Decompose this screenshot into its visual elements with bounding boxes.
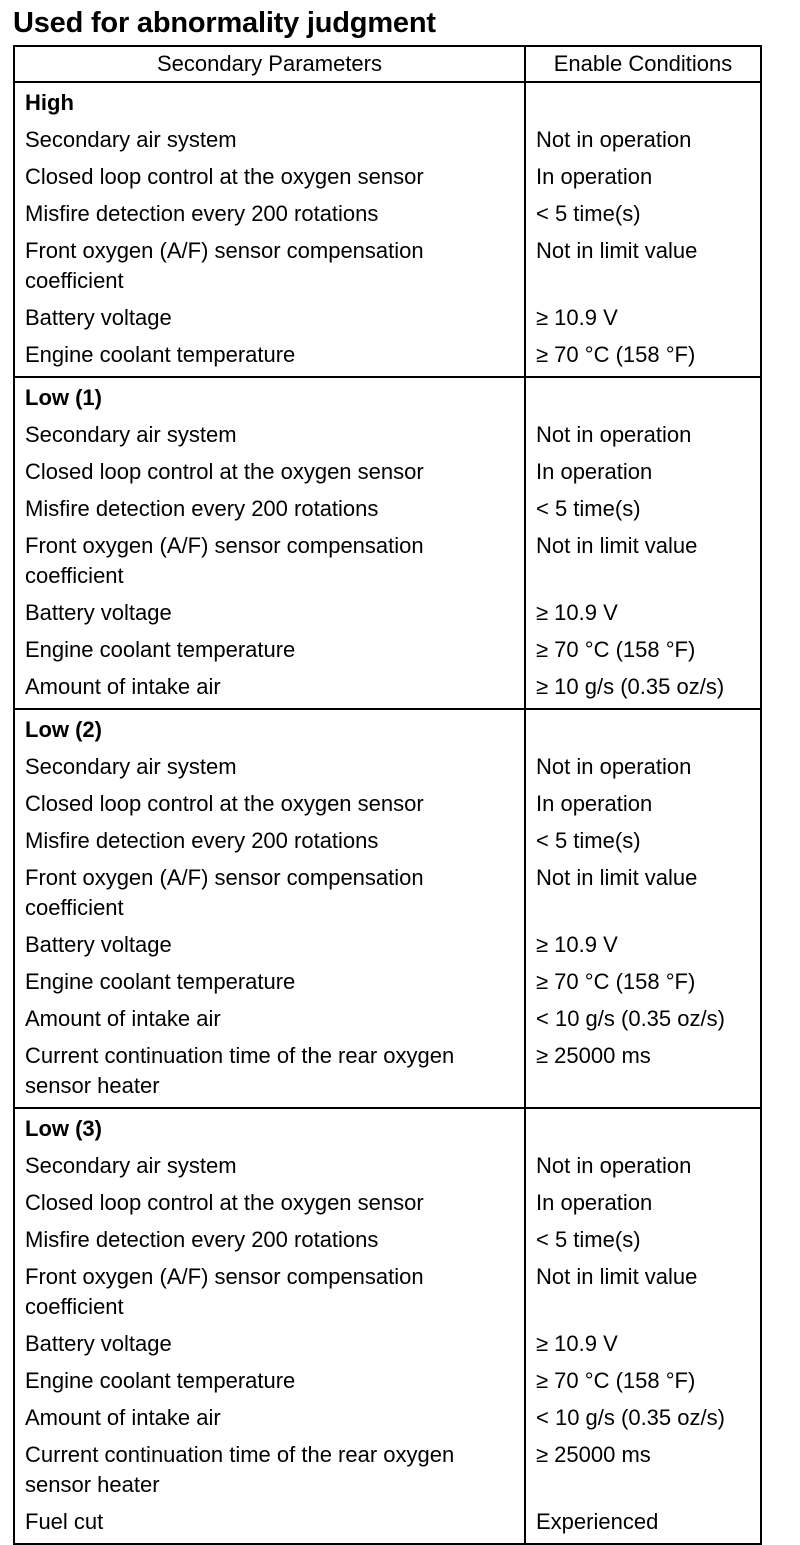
table-row [14, 122, 761, 159]
parameter-cell: Closed loop control at the oxygen sensor [14, 1185, 525, 1222]
group-title-row [14, 709, 761, 749]
table-row [14, 528, 761, 595]
parameter-cell: Battery voltage [14, 1326, 525, 1363]
group-title-empty-cell [525, 377, 761, 417]
condition-cell: Not in limit value [525, 860, 761, 927]
group-title: High [14, 82, 525, 122]
table-row [14, 1001, 761, 1038]
table-row [14, 786, 761, 823]
condition-cell: < 5 time(s) [525, 196, 761, 233]
table-row [14, 1038, 761, 1108]
parameter-cell: Misfire detection every 200 rotations [14, 196, 525, 233]
table-row [14, 1437, 761, 1504]
parameter-cell: Engine coolant temperature [14, 632, 525, 669]
parameter-cell: Front oxygen (A/F) sensor compensation coefficient [14, 233, 525, 300]
condition-cell: ≥ 70 °C (158 °F) [525, 632, 761, 669]
parameter-cell: Secondary air system [14, 122, 525, 159]
condition-cell: Not in limit value [525, 528, 761, 595]
parameter-cell: Misfire detection every 200 rotations [14, 823, 525, 860]
condition-cell: ≥ 70 °C (158 °F) [525, 964, 761, 1001]
table-row [14, 454, 761, 491]
parameter-cell: Battery voltage [14, 595, 525, 632]
parameter-cell: Amount of intake air [14, 1400, 525, 1437]
parameter-cell: Battery voltage [14, 927, 525, 964]
table-row [14, 1148, 761, 1185]
parameter-cell: Front oxygen (A/F) sensor compensation coefficient [14, 1259, 525, 1326]
group-title: Low (1) [14, 377, 525, 417]
condition-cell: ≥ 70 °C (158 °F) [525, 337, 761, 377]
table-row [14, 632, 761, 669]
table-row [14, 860, 761, 927]
table-row [14, 337, 761, 377]
parameter-cell: Fuel cut [14, 1504, 525, 1544]
condition-cell: ≥ 25000 ms [525, 1038, 761, 1108]
group-title: Low (3) [14, 1108, 525, 1148]
condition-cell: Not in operation [525, 122, 761, 159]
table-row [14, 417, 761, 454]
table-row [14, 964, 761, 1001]
table-row [14, 595, 761, 632]
parameter-cell: Battery voltage [14, 300, 525, 337]
condition-cell: In operation [525, 1185, 761, 1222]
parameter-cell: Amount of intake air [14, 669, 525, 709]
group-title-row [14, 1108, 761, 1148]
condition-cell: In operation [525, 159, 761, 196]
table-row [14, 233, 761, 300]
condition-cell: ≥ 25000 ms [525, 1437, 761, 1504]
parameter-cell: Current continuation time of the rear oxygen sensor heater [14, 1038, 525, 1108]
condition-cell: < 5 time(s) [525, 823, 761, 860]
condition-cell: In operation [525, 786, 761, 823]
parameter-cell: Closed loop control at the oxygen sensor [14, 454, 525, 491]
table-row [14, 196, 761, 233]
group-title-empty-cell [525, 82, 761, 122]
table-row [14, 1259, 761, 1326]
condition-cell: < 10 g/s (0.35 oz/s) [525, 1400, 761, 1437]
condition-cell: Not in operation [525, 749, 761, 786]
header-secondary-parameters: Secondary Parameters [14, 46, 525, 82]
table-row [14, 1400, 761, 1437]
table-header [14, 46, 761, 82]
condition-cell: Not in operation [525, 417, 761, 454]
table-row [14, 927, 761, 964]
parameter-group [14, 82, 761, 377]
condition-cell: < 10 g/s (0.35 oz/s) [525, 1001, 761, 1038]
page-title: Used for abnormality judgment [13, 7, 436, 39]
condition-cell: In operation [525, 454, 761, 491]
parameter-cell: Front oxygen (A/F) sensor compensation coefficient [14, 860, 525, 927]
parameters-table [13, 45, 762, 1545]
group-title: Low (2) [14, 709, 525, 749]
parameter-cell: Engine coolant temperature [14, 337, 525, 377]
parameter-cell: Current continuation time of the rear oxygen sensor heater [14, 1437, 525, 1504]
condition-cell: ≥ 10 g/s (0.35 oz/s) [525, 669, 761, 709]
condition-cell: ≥ 10.9 V [525, 300, 761, 337]
table-row [14, 749, 761, 786]
parameter-cell: Engine coolant temperature [14, 1363, 525, 1400]
table-row [14, 1326, 761, 1363]
group-title-row [14, 377, 761, 417]
condition-cell: < 5 time(s) [525, 491, 761, 528]
condition-cell: ≥ 70 °C (158 °F) [525, 1363, 761, 1400]
table-row [14, 159, 761, 196]
condition-cell: < 5 time(s) [525, 1222, 761, 1259]
condition-cell: ≥ 10.9 V [525, 595, 761, 632]
parameter-cell: Closed loop control at the oxygen sensor [14, 786, 525, 823]
condition-cell: ≥ 10.9 V [525, 1326, 761, 1363]
parameter-group [14, 709, 761, 1108]
parameter-cell: Engine coolant temperature [14, 964, 525, 1001]
table-row [14, 1222, 761, 1259]
table-row [14, 1185, 761, 1222]
header-enable-conditions: Enable Conditions [525, 46, 761, 82]
table-row [14, 823, 761, 860]
condition-cell: Experienced [525, 1504, 761, 1544]
condition-cell: Not in operation [525, 1148, 761, 1185]
condition-cell: Not in limit value [525, 1259, 761, 1326]
condition-cell: Not in limit value [525, 233, 761, 300]
parameter-cell: Secondary air system [14, 1148, 525, 1185]
parameter-group [14, 377, 761, 709]
group-title-empty-cell [525, 1108, 761, 1148]
table-row [14, 491, 761, 528]
parameter-cell: Misfire detection every 200 rotations [14, 491, 525, 528]
table-row [14, 1504, 761, 1544]
condition-cell: ≥ 10.9 V [525, 927, 761, 964]
header-row [14, 46, 761, 82]
parameter-cell: Amount of intake air [14, 1001, 525, 1038]
group-title-row [14, 82, 761, 122]
group-title-empty-cell [525, 709, 761, 749]
parameter-cell: Secondary air system [14, 749, 525, 786]
table-row [14, 1363, 761, 1400]
parameter-cell: Secondary air system [14, 417, 525, 454]
parameter-cell: Closed loop control at the oxygen sensor [14, 159, 525, 196]
parameter-cell: Front oxygen (A/F) sensor compensation coefficient [14, 528, 525, 595]
table-row [14, 669, 761, 709]
table-row [14, 300, 761, 337]
parameter-cell: Misfire detection every 200 rotations [14, 1222, 525, 1259]
parameter-group [14, 1108, 761, 1544]
